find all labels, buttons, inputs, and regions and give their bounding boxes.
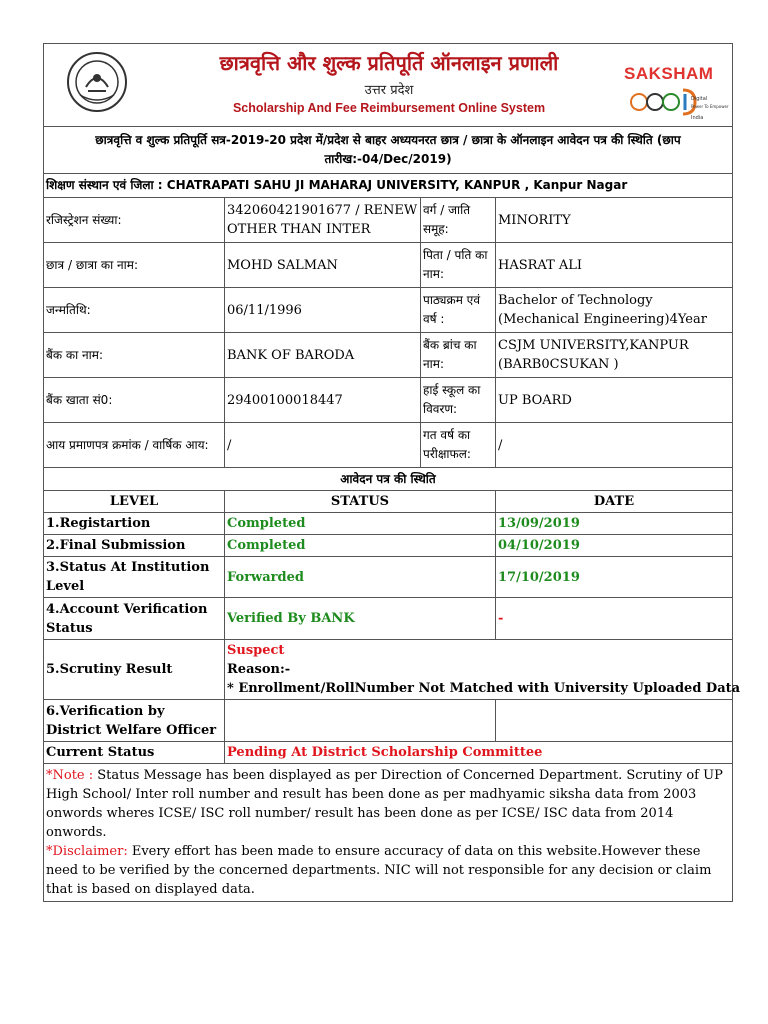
date-cell <box>496 700 733 742</box>
dob-value: 06/11/1996 <box>225 288 421 333</box>
date-cell: 04/10/2019 <box>496 535 733 557</box>
bank-branch-label: बैंक ब्रांच का नाम: <box>421 333 496 378</box>
digital-india-text: Digital India <box>691 96 708 121</box>
income-certificate-label: आय प्रमाणपत्र क्रमांक / वार्षिक आय: <box>44 423 225 468</box>
father-name-label: पिता / पति का नाम: <box>421 243 496 288</box>
table-row <box>44 700 733 742</box>
level-cell: 2.Final Submission <box>44 535 225 557</box>
registration-number-label: रजिस्ट्रेशन संख्या: <box>44 198 225 243</box>
account-number-value: 29400100018447 <box>225 378 421 423</box>
reason-label: Reason:- <box>227 662 291 677</box>
reason-text: * Enrollment/RollNumber Not Matched with University Uploaded Data <box>227 681 741 696</box>
level-cell: 5.Scrutiny Result <box>44 640 225 700</box>
institution-line: शिक्षण संस्थान एवं जिला : CHATRAPATI SAHU JI MAHARAJ UNIVERSITY, KANPUR , Kanpur Nagar <box>44 174 733 198</box>
note-label: *Note : <box>46 768 94 783</box>
father-name-value: HASRAT ALI <box>496 243 733 288</box>
session-line: छात्रवृत्ति व शुल्क प्रतिपूर्ति सत्र-2019-20 प्रदेश में/प्रदेश से बाहर अध्ययनरत छात्र / छात्रा के ऑनलाइन आवेदन पत्र की स्थिति (छाप तारीख:-04/Dec/2019) <box>44 127 733 174</box>
disclaimer-text: Every effort has been made to ensure accuracy of data on this website.However these need to be verified by the concerned departments. NIC will not responsible for any decision or claim that is based on displayed data. <box>46 844 712 897</box>
saksham-brand: SAKSHAM <box>624 64 714 83</box>
note-block <box>44 764 733 902</box>
state-name-hindi: उत्तर प्रदेश <box>364 83 414 98</box>
column-header-level: LEVEL <box>44 491 225 513</box>
digital-india-logo <box>629 86 729 121</box>
current-status-label: Current Status <box>44 742 225 764</box>
income-certificate-value: / <box>225 423 421 468</box>
status-cell: Completed <box>225 513 496 535</box>
title-hindi: छात्रवृत्ति और शुल्क प्रतिपूर्ति ऑनलाइन प्रणाली <box>219 51 559 75</box>
last-year-result-value: / <box>496 423 733 468</box>
course-value: Bachelor of Technology (Mechanical Engineering)4Year <box>496 288 733 333</box>
dob-label: जन्मतिथि: <box>44 288 225 333</box>
column-header-status: STATUS <box>225 491 496 513</box>
course-label: पाठ्यक्रम एवं वर्ष : <box>421 288 496 333</box>
registration-number-value: 342060421901677 / RENEW OTHER THAN INTER <box>225 198 421 243</box>
account-number-label: बैंक खाता सं0: <box>44 378 225 423</box>
current-status-value: Pending At District Scholarship Committee <box>225 742 733 764</box>
column-header-date: DATE <box>496 491 733 513</box>
category-label: वर्ग / जाति समूह: <box>421 198 496 243</box>
current-status-row <box>44 742 733 764</box>
status-cell: Completed <box>225 535 496 557</box>
level-cell: 1.Registartion <box>44 513 225 535</box>
disclaimer-label: *Disclaimer: <box>46 844 128 859</box>
status-cell: Verified By BANK <box>225 598 496 640</box>
date-cell: - <box>496 598 733 640</box>
date-cell: 17/10/2019 <box>496 557 733 598</box>
table-row <box>44 535 733 557</box>
last-year-result-label: गत वर्ष का परीक्षाफल: <box>421 423 496 468</box>
application-status-sheet <box>43 43 741 902</box>
student-name-value: MOHD SALMAN <box>225 243 421 288</box>
status-cell: Forwarded <box>225 557 496 598</box>
status-section-heading: आवेदन पत्र की स्थिति <box>44 468 733 491</box>
level-cell: 6.Verification by District Welfare Officer <box>44 700 225 742</box>
table-row <box>44 557 733 598</box>
date-cell: 13/09/2019 <box>496 513 733 535</box>
table-row <box>44 513 733 535</box>
high-school-label: हाई स्कूल का विवरण: <box>421 378 496 423</box>
bank-branch-value: CSJM UNIVERSITY,KANPUR (BARB0CSUKAN ) <box>496 333 733 378</box>
bank-name-label: बैंक का नाम: <box>44 333 225 378</box>
up-government-emblem <box>66 51 128 113</box>
student-name-label: छात्र / छात्रा का नाम: <box>44 243 225 288</box>
level-cell: 3.Status At Institution Level <box>44 557 225 598</box>
category-value: MINORITY <box>496 198 733 243</box>
scrutiny-result: Suspect <box>227 643 285 658</box>
page-header <box>44 44 733 127</box>
status-cell <box>225 700 496 742</box>
scrutiny-row <box>44 640 733 700</box>
level-cell: 4.Account Verification Status <box>44 598 225 640</box>
note-text: Status Message has been displayed as per Direction of Concerned Department. Scrutiny of UP High School/ Inter roll number and result has been done as per madhyamic siksha data from 2003 onwords wheres ICSE/ ISC roll number/ result has been done as per ICSE/ ISC data from 2014 onwords. <box>46 768 723 840</box>
status-table <box>43 43 741 902</box>
high-school-value: UP BOARD <box>496 378 733 423</box>
table-row <box>44 598 733 640</box>
digital-india-tagline: Power To Empower <box>691 104 729 109</box>
title-english: Scholarship And Fee Reimbursement Online System <box>232 101 546 115</box>
bank-name-value: BANK OF BARODA <box>225 333 421 378</box>
scrutiny-result-cell <box>225 640 741 700</box>
